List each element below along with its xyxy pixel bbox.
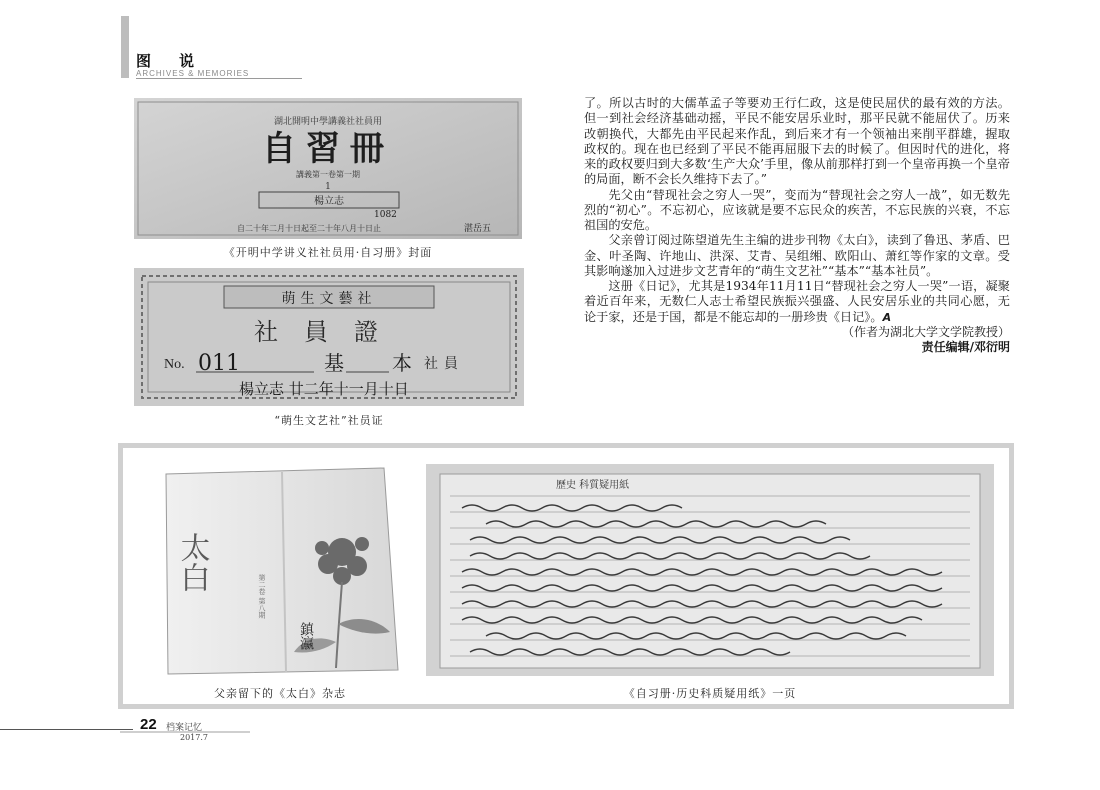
section-title: 图说 (136, 52, 223, 70)
author-note: （作者为湖北大学文学院教授） (841, 324, 1010, 339)
notebook-sign: 湛岳五 (464, 224, 492, 234)
header-accent-bar (121, 16, 129, 78)
footer-rule-dark (0, 729, 133, 730)
article-paragraph (584, 279, 1010, 325)
notebook-org: 湖北開明中學講義社社員用 (273, 117, 383, 127)
article-paragraph: 父亲曾订阅过陈望道先生主编的进步刊物《太白》，读到了鲁迅、茅盾、巴金、叶圣陶、许地山、洪深、艾青、吴组缃、欧阳山、萧红等作家的文章。受其影响遂加入过进步文艺青年的“萌生文艺社”“基本”“基本社员”。 (584, 233, 1010, 278)
card-no-label: No. (164, 357, 185, 372)
taibai-magazine-photo (152, 464, 408, 676)
notebook-date-line: 自二十年二月十日起至二十年八月十日止 (237, 224, 381, 233)
article-body (584, 96, 1010, 355)
magazine-name: 档案记忆 (166, 723, 203, 733)
notebook-subtitle: 講義第一卷第一期 (296, 170, 360, 179)
handwritten-page-photo (426, 464, 994, 676)
card-no-value: 011 (198, 351, 240, 376)
page-number: 22 (140, 716, 157, 733)
taibai-caption: 父亲留下的《太白》杂志 (214, 687, 346, 700)
card-member-label: 社員 (424, 356, 464, 372)
taibai-small: 第二卷 第八期 (258, 574, 266, 619)
header-rule (136, 78, 302, 79)
membership-card-photo (134, 268, 524, 406)
notebook-cover-caption: 《开明中学讲义社社员用·自习册》封面 (223, 246, 433, 259)
issue-date: 2017.7 (180, 733, 208, 742)
taibai-title: 太白 (174, 532, 210, 592)
membership-card-caption: “萌生文艺社”社员证 (274, 414, 384, 427)
notebook-member-no: 1082 (374, 210, 397, 220)
article-paragraph: 了。所以古时的大儒革孟子等要劝王行仁政，这是使民屈伏的最有效的方法。但一到社会经济基础动摇，平民不能安居乐业时，那平民就不能屈伏了。历来改朝换代，大都先由平民起来作乱，到后来才有一个领袖出来削平群雄，握取政权的。现在也已经到了平民不能再屈服下去的时候了。但因时代的进化，将来的政权要归到大多数‘生产大众’手里，像从前那样打到一个皇帝再换一个皇帝的局面，断不会长久维持下去了。” (584, 96, 1010, 187)
card-org: 萌生文藝社 (281, 291, 377, 307)
taibai-signature: 鎮瀛 (298, 622, 314, 650)
article-paragraph-text: 这册《日记》，尤其是1934年11月11日“替现社会之穷人一哭”一语，凝聚着近百年来，无数仁人志士希望民族振兴强盛、人民安居乐业的共同心愿，无论于家，还是于国，都是不能忘却的一册珍贵《日记》。 (584, 279, 1010, 324)
page-header: 歷史 科質疑用紙 (556, 480, 630, 491)
responsible-editor: 责任编辑/邓衍明 (921, 340, 1010, 354)
notebook-title: 自習冊 (262, 129, 394, 169)
notebook-number: 1 (325, 182, 331, 192)
section-subtitle: ARCHIVES & MEMORIES (136, 69, 250, 78)
card-handwriting: 楊立志 廿二年十一月十日 (239, 380, 409, 398)
notebook-cover-photo (134, 98, 522, 239)
article-paragraph: 先父由“替现社会之穷人一哭”，变而为“替现社会之穷人一战”，如无数先烈的“初心”。不忘初心，应该就是要不忘民众的疾苦，不忘民族的兴衰，不忘祖国的安危。 (584, 187, 1010, 232)
handwritten-page-caption: 《自习册·历史科质疑用纸》一页 (623, 687, 797, 700)
end-mark-icon: A (882, 310, 892, 324)
card-type-left: 基 (324, 351, 344, 375)
card-type-right: 本 (392, 351, 412, 375)
notebook-name-box: 楊立志 (314, 196, 344, 207)
card-title: 社員證 (254, 318, 404, 346)
